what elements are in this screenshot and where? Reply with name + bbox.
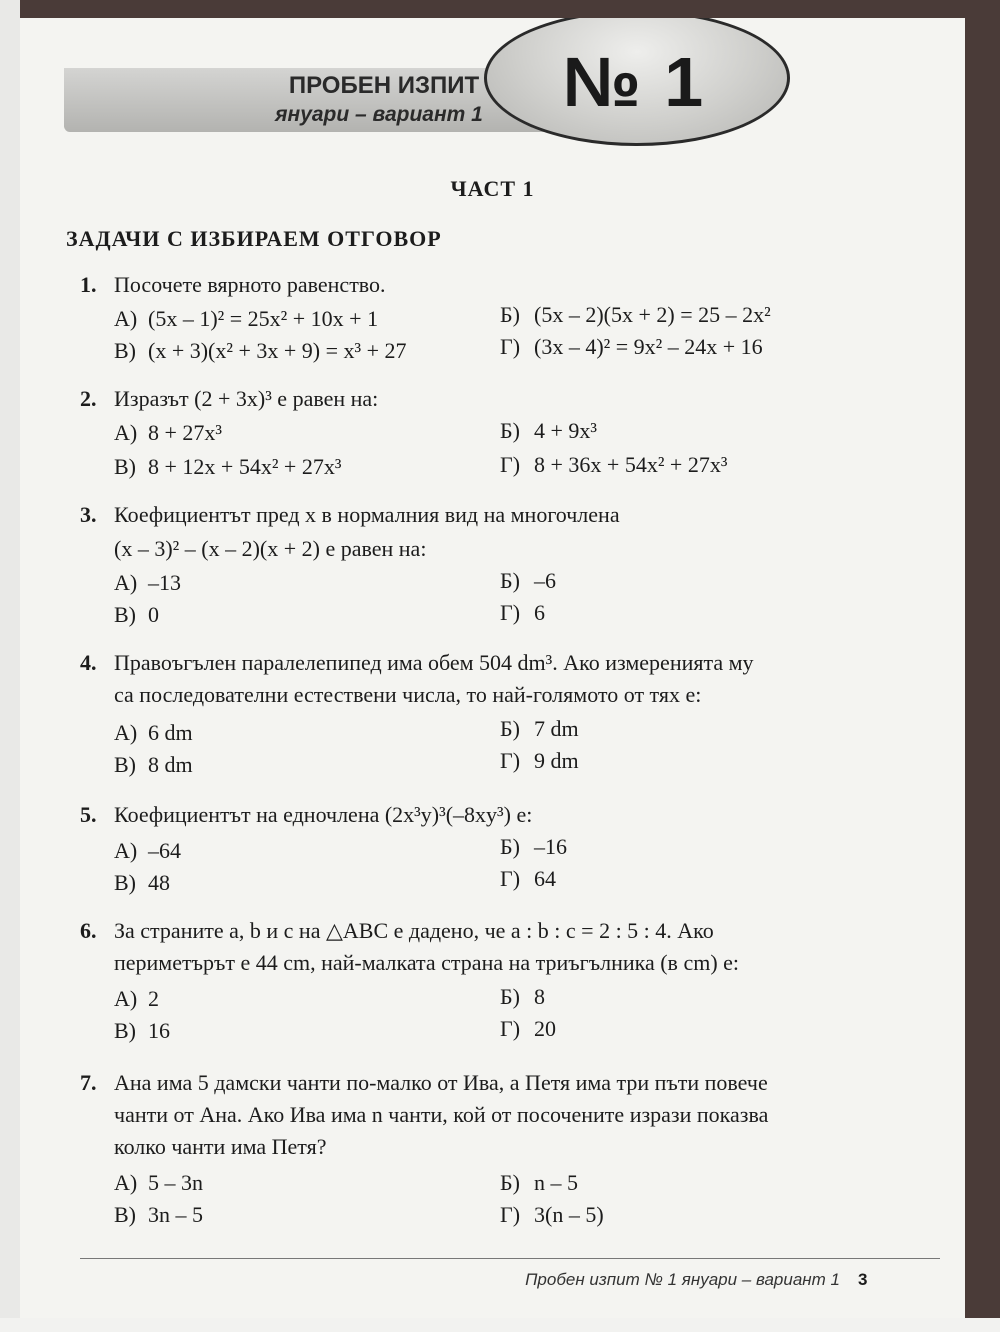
question-text: Посочете вярното равенство.: [114, 272, 386, 297]
question-number: 5.: [80, 802, 97, 827]
option-b[interactable]: Б) –6: [500, 568, 556, 593]
option-c[interactable]: В) (x + 3)(x² + 3x + 9) = x³ + 27: [114, 338, 407, 363]
question-text: Ана има 5 дамски чанти по-малко от Ива, а Петя има три пъти повече: [114, 1070, 768, 1095]
question-number: 6.: [80, 918, 97, 943]
option-a[interactable]: А) 2: [114, 986, 159, 1011]
option-c[interactable]: В) 16: [114, 1018, 170, 1043]
question-text-line2: са последователни естествени числа, то най-голямото от тях е:: [114, 682, 702, 707]
option-c[interactable]: В) 48: [114, 870, 170, 895]
page-bottom-edge: [0, 1318, 1000, 1332]
option-c[interactable]: В) 8 dm: [114, 752, 193, 777]
question-text-line2: (x – 3)² – (x – 2)(x + 2) е равен на:: [114, 536, 427, 561]
question-number: 1.: [80, 272, 97, 297]
exam-number: № 1: [562, 43, 706, 121]
option-c[interactable]: В) 8 + 12x + 54x² + 27x³: [114, 454, 342, 479]
option-b[interactable]: Б) (5x – 2)(5x + 2) = 25 – 2x²: [500, 302, 771, 327]
question-text: Коефициентът пред x в нормалния вид на многочлена: [114, 502, 620, 527]
question-number: 7.: [80, 1070, 97, 1095]
document-page: [20, 18, 965, 1318]
option-a[interactable]: А) –13: [114, 570, 181, 595]
part-title: ЧАСТ 1: [450, 176, 535, 201]
option-d[interactable]: Г) 8 + 36x + 54x² + 27x³: [500, 452, 728, 477]
footer-title: Пробен изпит № 1 януари – вариант 1: [525, 1270, 840, 1289]
option-c[interactable]: В) 3n – 5: [114, 1202, 203, 1227]
question-text-line2: периметърът е 44 cm, най-малката страна на триъгълника (в cm) е:: [114, 950, 740, 975]
question-number: 2.: [80, 386, 97, 411]
option-d[interactable]: Г) 3(n – 5): [500, 1202, 604, 1227]
option-b[interactable]: Б) –16: [500, 834, 567, 859]
footer-divider: [80, 1258, 940, 1259]
question-text-line2: чанти от Ана. Ако Ива има n чанти, кой от посочените изрази показва: [114, 1102, 769, 1127]
option-d[interactable]: Г) (3x – 4)² = 9x² – 24x + 16: [500, 334, 763, 359]
option-a[interactable]: А) 5 – 3n: [114, 1170, 203, 1195]
page-number: 3: [858, 1270, 868, 1289]
question-text-line3: колко чанти има Петя?: [114, 1134, 327, 1159]
option-b[interactable]: Б) n – 5: [500, 1170, 578, 1195]
option-b[interactable]: Б) 4 + 9x³: [500, 418, 598, 443]
question-number: 3.: [80, 502, 97, 527]
question-text: Изразът (2 + 3x)³ е равен на:: [114, 386, 379, 411]
page-edge: [0, 0, 20, 1332]
exam-title: ПРОБЕН ИЗПИТ: [288, 72, 480, 99]
option-a[interactable]: А) (5x – 1)² = 25x² + 10x + 1: [114, 306, 379, 331]
option-b[interactable]: Б) 8: [500, 984, 545, 1009]
exam-subtitle: януари – вариант 1: [275, 103, 483, 126]
option-d[interactable]: Г) 64: [500, 866, 556, 891]
header-banner: [64, 43, 934, 142]
option-a[interactable]: А) –64: [114, 838, 181, 863]
question-text: Коефициентът на едночлена (2x³y)³(–8xy³) е:: [114, 802, 533, 827]
option-a[interactable]: А) 6 dm: [114, 720, 193, 745]
option-d[interactable]: Г) 9 dm: [500, 748, 579, 773]
option-d[interactable]: Г) 20: [500, 1016, 556, 1041]
question-number: 4.: [80, 650, 97, 675]
option-a[interactable]: А) 8 + 27x³: [114, 420, 223, 445]
section-title: ЗАДАЧИ С ИЗБИРАЕМ ОТГОВОР: [66, 226, 442, 251]
question-text: Правоъгълен паралелепипед има обем 504 dm³. Ако измеренията му: [114, 650, 754, 675]
option-b[interactable]: Б) 7 dm: [500, 716, 579, 741]
option-c[interactable]: В) 0: [114, 602, 159, 627]
question-text: За страните a, b и c на △ABC е дадено, че a : b : c = 2 : 5 : 4. Ако: [114, 918, 714, 943]
option-d[interactable]: Г) 6: [500, 600, 545, 625]
